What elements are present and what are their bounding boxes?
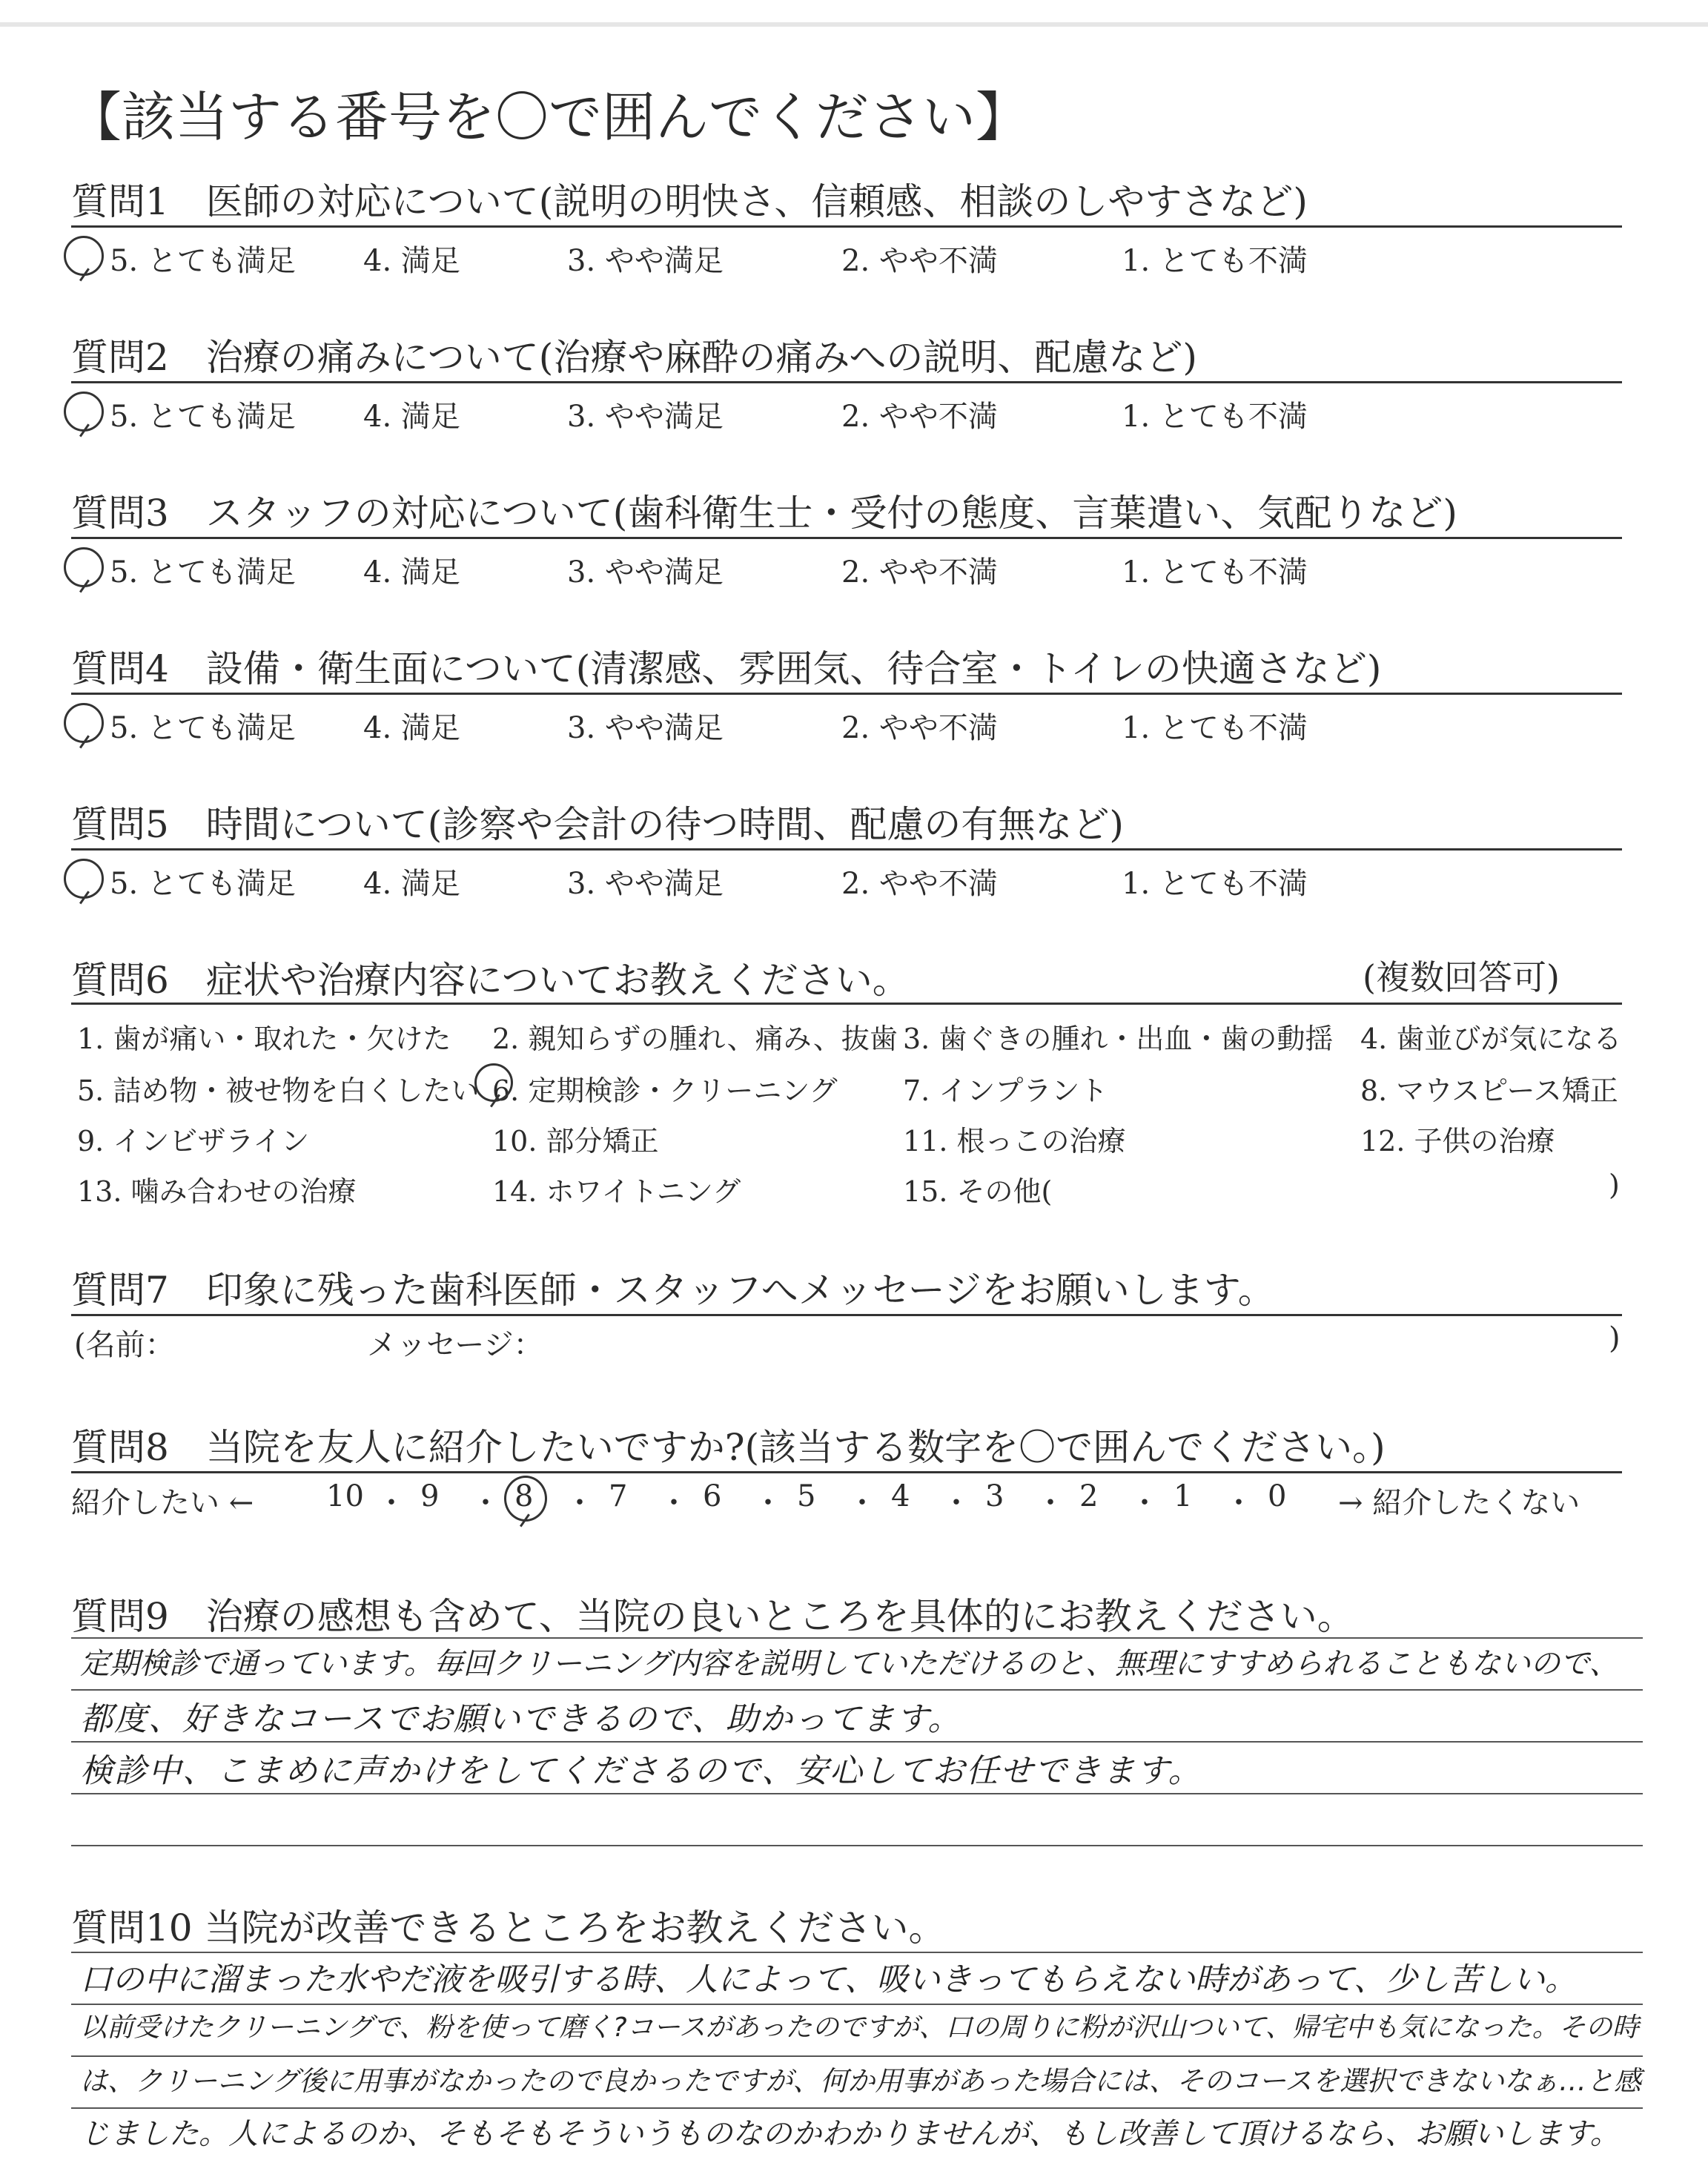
- q4-option-4[interactable]: 4. 満足: [363, 711, 460, 745]
- q5-option-4[interactable]: 4. 満足: [363, 867, 460, 901]
- q6-note: (複数回答可): [1363, 957, 1560, 997]
- recommend-option-9[interactable]: 9: [420, 1479, 440, 1513]
- q6-rule: [71, 1003, 1622, 1005]
- scale-separator: ・: [941, 1486, 971, 1520]
- symptom-other-close-paren: ): [1609, 1169, 1620, 1201]
- q8-left-label: 紹介したい ←: [71, 1486, 254, 1520]
- q5-option-1[interactable]: 1. とても不満: [1122, 867, 1308, 901]
- q2-option-5[interactable]: 5. とても満足: [110, 400, 296, 434]
- scale-separator: ・: [1224, 1486, 1254, 1520]
- symptom-option-14[interactable]: 14. ホワイトニング: [492, 1175, 741, 1208]
- symptom-option-3[interactable]: 3. 歯ぐきの腫れ・出血・歯の動揺: [903, 1023, 1334, 1055]
- q4-rule: [71, 693, 1622, 695]
- q7-rule: [71, 1314, 1622, 1316]
- symptom-option-15[interactable]: 15. その他(: [903, 1175, 1053, 1208]
- scale-separator: ・: [471, 1486, 500, 1520]
- symptom-option-9[interactable]: 9. インビザライン: [77, 1125, 310, 1157]
- q1-option-3[interactable]: 3. やや満足: [567, 244, 724, 278]
- q1-selection-circle: [64, 236, 104, 276]
- q10-answer-rule: [71, 2107, 1643, 2109]
- recommend-option-1[interactable]: 1: [1174, 1479, 1193, 1513]
- q8-selection-circle: [504, 1476, 547, 1522]
- q2-option-2[interactable]: 2. やや不満: [841, 400, 998, 434]
- symptom-option-10[interactable]: 10. 部分矯正: [492, 1125, 659, 1157]
- symptom-option-6[interactable]: 6. 定期検診・クリーニング: [492, 1074, 838, 1107]
- recommend-option-4[interactable]: 4: [891, 1479, 910, 1513]
- q9-answer-rule: [71, 1741, 1643, 1743]
- q3-rule: [71, 537, 1622, 539]
- recommend-option-7[interactable]: 7: [609, 1479, 628, 1513]
- q5-rule: [71, 848, 1622, 851]
- q1-option-5[interactable]: 5. とても満足: [110, 244, 296, 278]
- q10-answer-rule: [71, 1952, 1643, 1953]
- q1-option-2[interactable]: 2. やや不満: [841, 244, 998, 278]
- q1-rule: [71, 225, 1622, 228]
- recommend-option-10[interactable]: 10: [326, 1479, 364, 1513]
- q5-title: 質問5 時間について(診察や会計の待つ時間、配慮の有無など): [71, 803, 1124, 846]
- q9-answer-rule: [71, 1637, 1643, 1639]
- q2-option-4[interactable]: 4. 満足: [363, 400, 460, 434]
- form-header: 【該当する番号を〇で囲んでください】: [68, 86, 1030, 148]
- q10-title: 質問10 当院が改善できるところをお教えください。: [71, 1906, 946, 1949]
- scale-separator: ・: [1130, 1486, 1159, 1520]
- q7-title: 質問7 印象に残った歯科医師・スタッフへメッセージをお願いします。: [71, 1269, 1275, 1312]
- symptom-option-4[interactable]: 4. 歯並びが気になる: [1360, 1023, 1622, 1055]
- recommend-option-5[interactable]: 5: [797, 1479, 816, 1513]
- recommend-option-6[interactable]: 6: [703, 1479, 722, 1513]
- q8-rule: [71, 1471, 1622, 1473]
- q4-option-2[interactable]: 2. やや不満: [841, 711, 998, 745]
- q4-option-1[interactable]: 1. とても不満: [1122, 711, 1308, 745]
- q3-selection-circle: [64, 547, 104, 587]
- q3-title: 質問3 スタッフの対応について(歯科衛生士・受付の態度、言葉遣い、気配りなど): [71, 492, 1457, 535]
- q5-option-5[interactable]: 5. とても満足: [110, 867, 296, 901]
- q9-answer-rule: [71, 1793, 1643, 1794]
- q9-handwritten-line-1[interactable]: 定期検診で通っています。毎回クリーニング内容を説明していただけるのと、無理にすすめられることもないので、: [80, 1647, 1619, 1681]
- q7-close-paren: ): [1609, 1321, 1621, 1355]
- q9-handwritten-line-3[interactable]: 検診中、こまめに声かけをしてくださるので、安心してお任せできます。: [80, 1752, 1202, 1790]
- q2-selection-circle: [64, 392, 104, 432]
- q10-answer-rule: [71, 2055, 1643, 2057]
- symptom-option-2[interactable]: 2. 親知らずの腫れ、痛み、抜歯: [492, 1023, 898, 1055]
- q4-title: 質問4 設備・衛生面について(清潔感、雰囲気、待合室・トイレの快適さなど): [71, 647, 1382, 690]
- symptom-option-13[interactable]: 13. 噛み合わせの治療: [77, 1175, 357, 1208]
- q7-message-label: メッセージ：: [367, 1328, 543, 1362]
- q7-name-label: (名前：: [74, 1328, 175, 1362]
- q5-option-2[interactable]: 2. やや不満: [841, 867, 998, 901]
- q9-answer-rule: [71, 1845, 1643, 1846]
- q3-option-2[interactable]: 2. やや不満: [841, 555, 998, 589]
- symptom-option-5[interactable]: 5. 詰め物・被せ物を白くしたい: [77, 1074, 480, 1107]
- scale-separator: ・: [1036, 1486, 1065, 1520]
- q9-title: 質問9 治療の感想も含めて、当院の良いところを具体的にお教えください。: [71, 1595, 1354, 1638]
- q2-option-1[interactable]: 1. とても不満: [1122, 400, 1308, 434]
- q9-handwritten-line-2[interactable]: 都度、好きなコースでお願いできるので、助かってます。: [80, 1700, 962, 1738]
- q8-right-label: → 紹介したくない: [1338, 1486, 1580, 1520]
- q5-option-3[interactable]: 3. やや満足: [567, 867, 724, 901]
- symptom-option-11[interactable]: 11. 根っこの治療: [903, 1125, 1126, 1157]
- symptom-option-1[interactable]: 1. 歯が痛い・取れた・欠けた: [77, 1023, 451, 1055]
- symptom-option-12[interactable]: 12. 子供の治療: [1360, 1125, 1555, 1157]
- scale-separator: ・: [847, 1486, 877, 1520]
- q2-rule: [71, 381, 1622, 383]
- q1-option-1[interactable]: 1. とても不満: [1122, 244, 1308, 278]
- q10-answer-rule: [71, 2004, 1643, 2005]
- q1-option-4[interactable]: 4. 満足: [363, 244, 460, 278]
- recommend-option-8[interactable]: 8: [514, 1479, 534, 1513]
- q5-selection-circle: [64, 859, 104, 899]
- q1-title: 質問1 医師の対応について(説明の明快さ、信頼感、相談のしやすさなど): [71, 180, 1308, 223]
- q10-handwritten-line-4[interactable]: じました。人によるのか、そもそもそういうものなのかわかりませんが、もし改善して頂けるなら、お願いします。: [80, 2117, 1620, 2151]
- q6-title: 質問6 症状や治療内容についてお教えください。: [71, 959, 910, 1002]
- q10-handwritten-line-2[interactable]: 以前受けたクリーニングで、粉を使って磨く?コースがあったのですが、口の周りに粉が沢山ついて、帰宅中も気になった。その時: [80, 2012, 1639, 2043]
- q6-selection-circle: [474, 1063, 513, 1102]
- q4-option-5[interactable]: 5. とても満足: [110, 711, 296, 745]
- q4-selection-circle: [64, 703, 104, 743]
- symptom-option-8[interactable]: 8. マウスピース矯正: [1360, 1074, 1618, 1107]
- scale-separator: ・: [659, 1486, 689, 1520]
- q10-handwritten-line-3[interactable]: は、クリーニング後に用事がなかったので良かったですが、何か用事があった場合には、そのコースを選択できないなぁ…と感: [80, 2065, 1642, 2097]
- scale-separator: ・: [753, 1486, 783, 1520]
- q3-option-3[interactable]: 3. やや満足: [567, 555, 724, 589]
- scale-separator: ・: [565, 1486, 595, 1520]
- q8-title: 質問8 当院を友人に紹介したいですか?(該当する数字を〇で囲んでください。): [71, 1426, 1386, 1469]
- q3-option-5[interactable]: 5. とても満足: [110, 555, 296, 589]
- top-edge-line: [0, 22, 1708, 27]
- symptom-option-7[interactable]: 7. インプラント: [903, 1074, 1108, 1107]
- scale-separator: ・: [377, 1486, 406, 1520]
- q3-option-4[interactable]: 4. 満足: [363, 555, 460, 589]
- q2-option-3[interactable]: 3. やや満足: [567, 400, 724, 434]
- q9-answer-rule: [71, 1689, 1643, 1691]
- recommend-option-0[interactable]: 0: [1268, 1479, 1287, 1513]
- q10-handwritten-line-1[interactable]: 口の中に溜まった水やだ液を吸引する時、人によって、吸いきってもらえない時があって、少し苦しい。: [80, 1961, 1577, 1998]
- recommend-option-2[interactable]: 2: [1079, 1479, 1099, 1513]
- q4-option-3[interactable]: 3. やや満足: [567, 711, 724, 745]
- q2-title: 質問2 治療の痛みについて(治療や麻酔の痛みへの説明、配慮など): [71, 336, 1197, 379]
- q3-option-1[interactable]: 1. とても不満: [1122, 555, 1308, 589]
- recommend-option-3[interactable]: 3: [985, 1479, 1004, 1513]
